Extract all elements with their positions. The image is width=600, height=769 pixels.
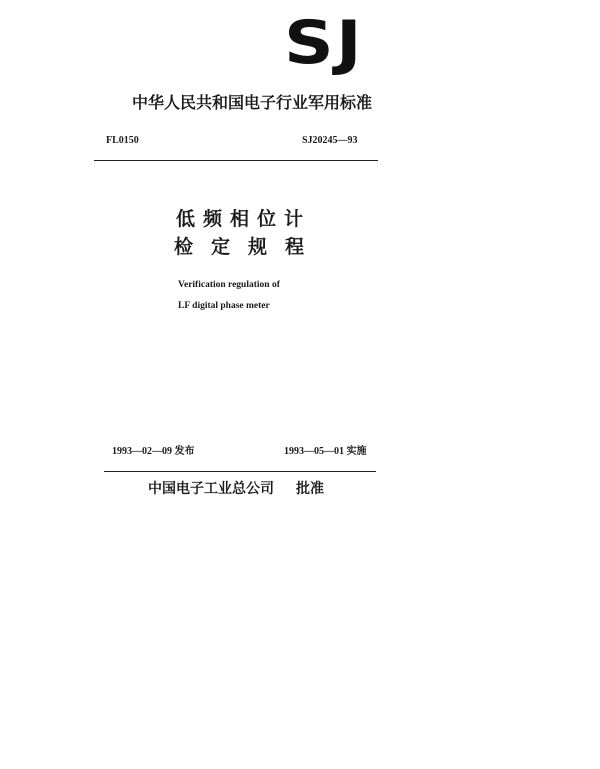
bottom-divider	[104, 471, 376, 472]
effective-date: 1993—05—01 实施	[284, 446, 367, 457]
issue-date: 1993—02—09 发布	[112, 446, 195, 457]
approval-word: 批准	[296, 481, 324, 497]
top-divider	[94, 160, 378, 161]
approving-body: 中国电子工业总公司	[148, 481, 274, 497]
classification-code: FL0150	[106, 135, 139, 146]
title-en-line1: Verification regulation of	[178, 280, 280, 290]
title-cn-line2: 检定规程	[174, 236, 323, 258]
title-cn-line1: 低频相位计	[176, 208, 312, 230]
title-en-line2: LF digital phase meter	[178, 301, 270, 311]
sj-logo: SJ	[284, 8, 364, 78]
standard-category: 中华人民共和国电子行业军用标准	[132, 93, 373, 112]
standard-number: SJ20245—93	[302, 135, 358, 146]
